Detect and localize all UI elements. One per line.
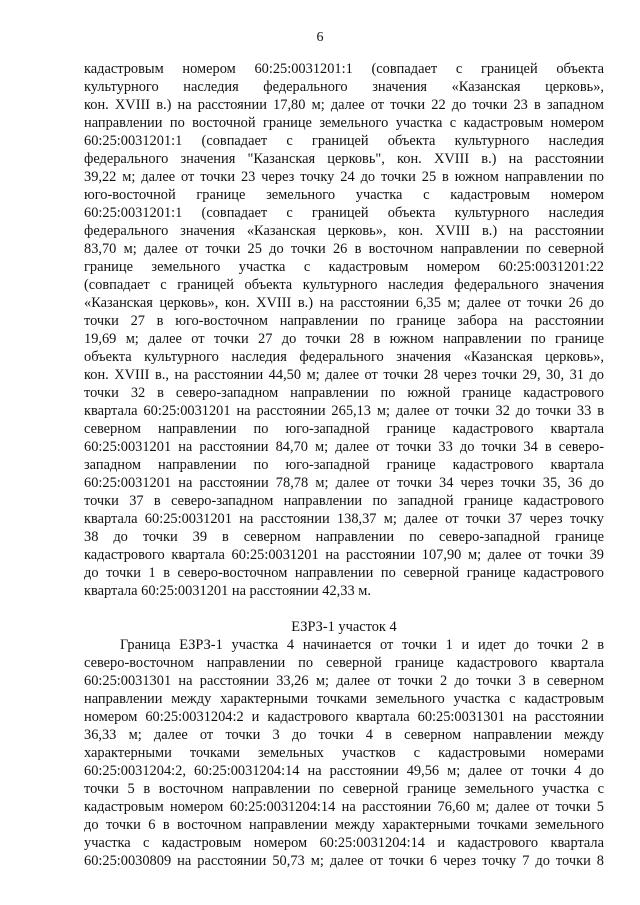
paragraph-ezrz-1-section-4 [84,636,604,870]
text-line: федерального значения "Казанская церковь", кон. XVIII в.) на расстоянии [84,151,604,167]
text-line: точки 27 в юго-восточном направлении по границе забора на расстоянии [84,313,604,329]
text-line: 38 до точки 39 в северном направлении по северо-западной границе [84,529,604,545]
text-line: до точки 1 в северо-восточном направлении по северной границе кадастрового [84,565,604,581]
document-body [84,60,604,870]
text-line: северо-восточном направлении по северной границе кадастрового квартала [84,655,604,671]
text-line: точки 5 в восточном направлении по северной границе земельного участка с [84,781,604,797]
text-line: юго-восточной границе земельного участка с кадастровым номером [84,187,604,203]
text-line: северном направлении по юго-западной границе кадастрового квартала [84,421,604,437]
text-line: 60:25:0031201 на расстоянии 84,70 м; далее от точки 33 до точки 34 в северо- [84,439,604,455]
text-line: объекта культурного наследия федерального значения «Казанская церковь», [84,349,604,365]
text-line: направлении по восточной границе земельного участка с кадастровым номером [84,115,604,131]
text-line: западном направлении по юго-западной границе кадастрового квартала [84,457,604,473]
text-line: культурного наследия федерального значения «Казанская церковь», [84,79,604,95]
text-line: кадастровым номером 60:25:0031204:14 на расстоянии 76,60 м; далее от точки 5 [84,799,604,815]
text-line: характерными точками земельных участков с кадастровыми номерами [84,745,604,761]
paragraph-boundary-description [84,60,604,600]
text-line: границе земельного участка с кадастровым номером 60:25:0031201:22 [84,259,604,275]
text-line: федерального значения «Казанская церковь», кон. XVIII в.) на расстоянии [84,223,604,239]
text-line: 60:25:0031201:1 (совпадает с границей объекта культурного наследия [84,133,604,149]
text-line: квартала 60:25:0031201 на расстоянии 138,37 м; далее от точки 37 через точку [84,511,604,527]
text-line: до точки 6 в восточном направлении между характерными точками земельного [84,817,604,833]
text-line: 60:25:0031204:2, 60:25:0031204:14 на расстоянии 49,56 м; далее от точки 4 до [84,763,604,779]
page-number: 6 [316,30,324,45]
text-line: 60:25:0031301 на расстоянии 33,26 м; далее от точки 2 до точки 3 в северном [84,673,604,689]
text-line: номером 60:25:0031204:2 и кадастрового квартала 60:25:0031301 на расстоянии [84,709,604,725]
text-line: «Казанская церковь», кон. XVIII в.) на расстоянии 6,35 м; далее от точки 26 до [84,295,604,311]
text-line: участка с кадастровым номером 60:25:0031204:14 и кадастрового квартала [84,835,604,851]
text-line: (совпадает с границей объекта культурного наследия федерального значения [84,277,604,293]
text-line: кон. XVIII в., на расстоянии 44,50 м; далее от точки 28 через точки 29, 30, 31 до [84,367,604,383]
text-line: 36,33 м; далее от точки 3 до точки 4 в северном направлении между [84,727,604,743]
section-heading: ЕЗРЗ-1 участок 4 [291,619,397,635]
text-line: кон. XVIII в.) на расстоянии 17,80 м; далее от точки 22 до точки 23 в западном [84,97,604,113]
text-line: квартала 60:25:0031201 на расстоянии 265,13 м; далее от точки 32 до точки 33 в [84,403,604,419]
text-line: 60:25:0030809 на расстоянии 50,73 м; далее от точки 6 через точку 7 до точки 8 [84,853,604,869]
text-line: 19,69 м; далее от точки 27 до точки 28 в южном направлении по границе [84,331,604,347]
text-line: Граница ЕЗРЗ-1 участка 4 начинается от точки 1 и идет до точки 2 в [120,637,604,653]
text-line: 83,70 м; далее от точки 25 до точки 26 в восточном направлении по северной [84,241,604,257]
text-line: кадастровым номером 60:25:0031201:1 (совпадает с границей объекта [84,61,604,77]
text-line: 60:25:0031201:1 (совпадает с границей объекта культурного наследия [84,205,604,221]
text-line: 60:25:0031201 на расстоянии 78,78 м; далее от точки 34 через точки 35, 36 до [84,475,604,491]
text-line: направлении между характерными точками земельного участка с кадастровым [84,691,604,707]
text-line: 39,22 м; далее от точки 23 через точку 24 до точки 25 в южном направлении по [84,169,604,185]
text-line: точки 32 в северо-западном направлении по южной границе кадастрового [84,385,604,401]
text-line: кадастрового квартала 60:25:0031201 на расстоянии 107,90 м; далее от точки 39 [84,547,604,563]
text-line: квартала 60:25:0031201 на расстоянии 42,33 м. [84,583,371,599]
text-line: точки 37 в северо-западном направлении по западной границе кадастрового [84,493,604,509]
